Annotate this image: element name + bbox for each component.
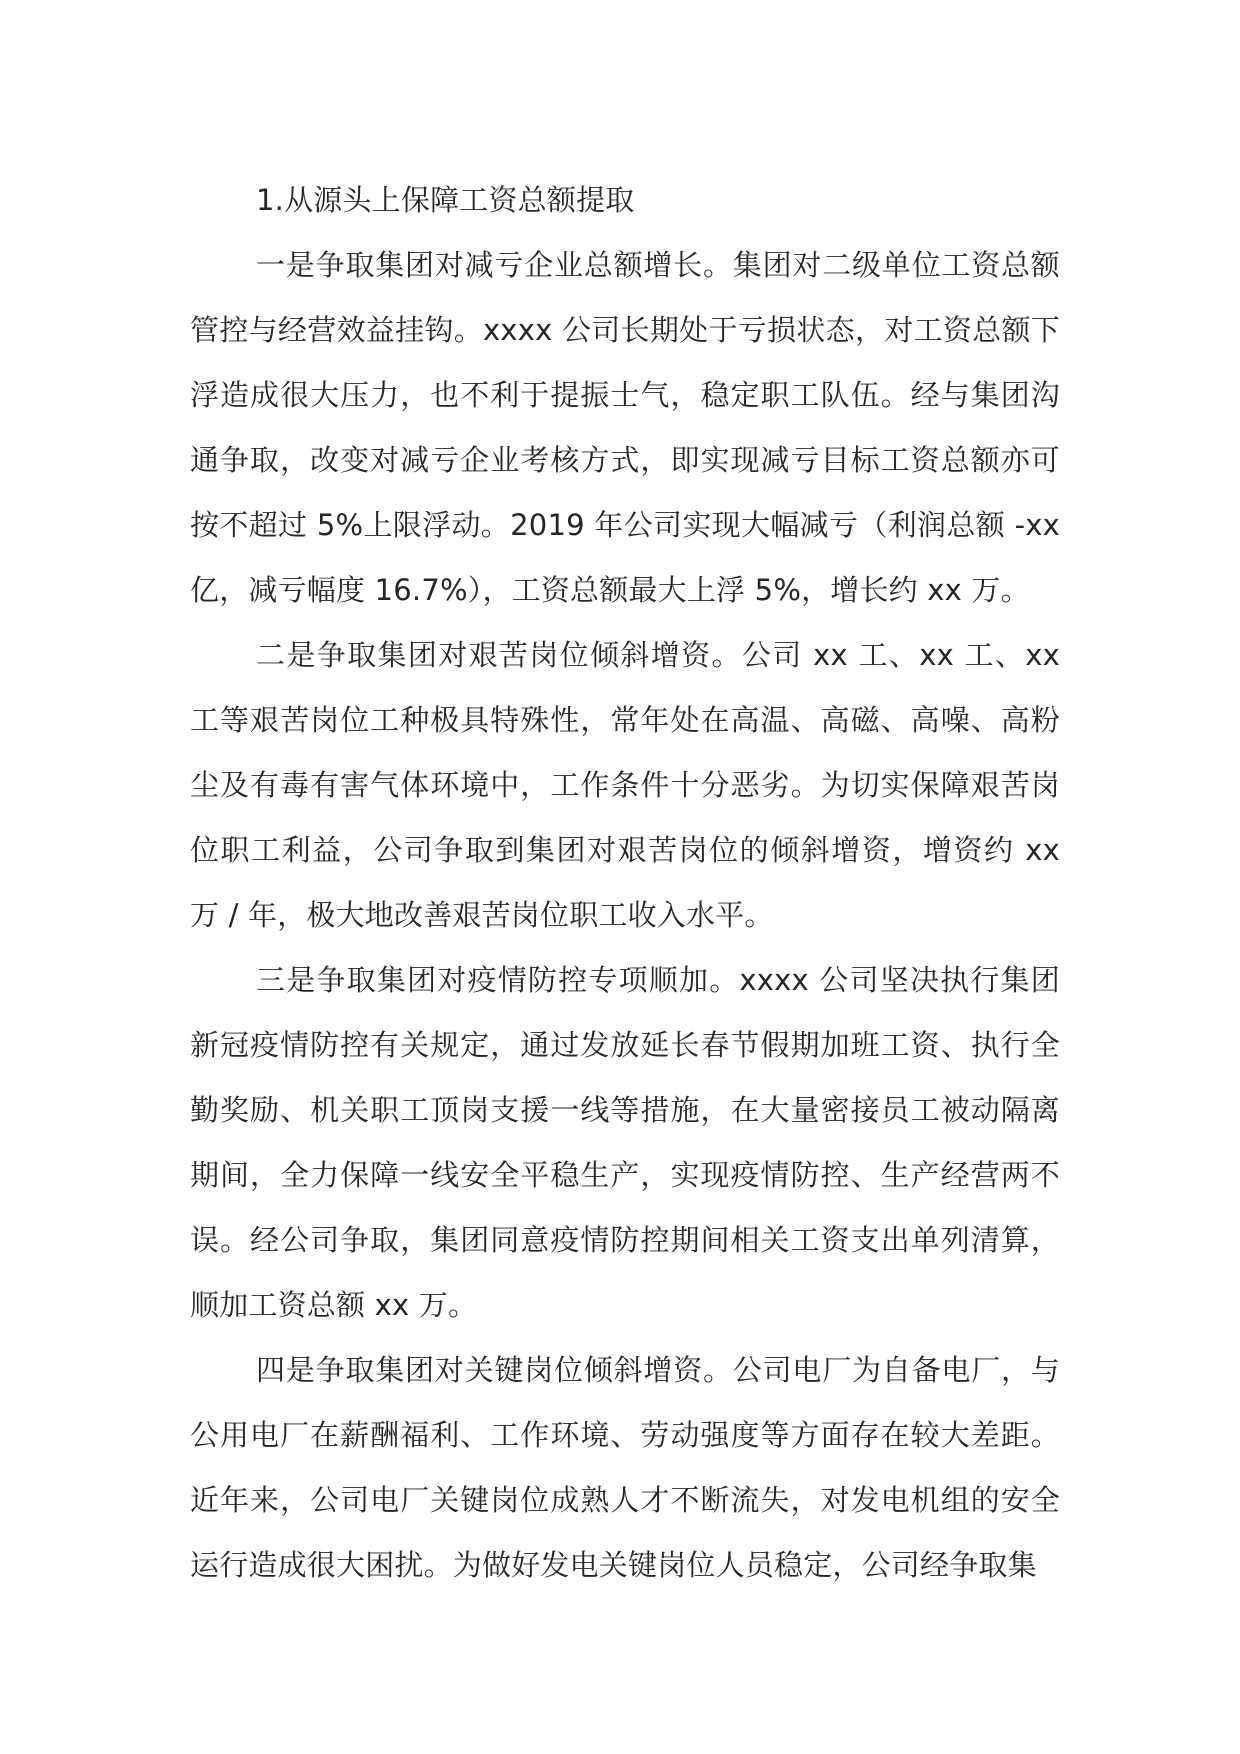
paragraph-hardship-posts: 二是争取集团对艰苦岗位倾斜增资。公司 xx 工、xx 工、xx 工等艰苦岗位工种极具特殊性，常年处在高温、高磁、高噪、高粉尘及有毒有害气体环境中，工作条件十分恶劣。为切实保障艰苦岗位职工利益，公司争取到集团对艰苦岗位的倾斜增资，增资约 xx 万 / 年，极大地改善艰苦岗位职工收入水平。 bbox=[190, 638, 1060, 932]
paragraph-loss-reduction: 一是争取集团对减亏企业总额增长。集团对二级单位工资总额管控与经营效益挂钩。xxxx 公司长期处于亏损状态，对工资总额下浮造成很大压力，也不利于提振士气，稳定职工队伍。经与集团沟通争取，改变对减亏企业考核方式，即实现减亏目标工资总额亦可按不超过 5%上限浮动。2019 年公司实现大幅减亏（利润总额 -xx 亿，减亏幅度 16.7%），工资总额最大上浮 5%，增长约 xx 万。 bbox=[190, 248, 1060, 607]
paragraph-key-posts: 四是争取集团对关键岗位倾斜增资。公司电厂为自备电厂，与公用电厂在薪酬福利、工作环境、劳动强度等方面存在较大差距。近年来，公司电厂关键岗位成熟人才不断流失，对发电机组的安全运行造成很大困扰。为做好发电关键岗位人员稳定，公司经争取集 bbox=[190, 1353, 1060, 1582]
document-body bbox=[190, 168, 1060, 1598]
section-heading: 1.从源头上保障工资总额提取 bbox=[256, 183, 635, 217]
paragraph-epidemic-control: 三是争取集团对疫情防控专项顺加。xxxx 公司坚决执行集团新冠疫情防控有关规定，通过发放延长春节假期加班工资、执行全勤奖励、机关职工顶岗支援一线等措施，在大量密接员工被动隔离期间，全力保障一线安全平稳生产，实现疫情防控、生产经营两不误。经公司争取，集团同意疫情防控期间相关工资支出单列清算，顺加工资总额 xx 万。 bbox=[190, 963, 1060, 1322]
